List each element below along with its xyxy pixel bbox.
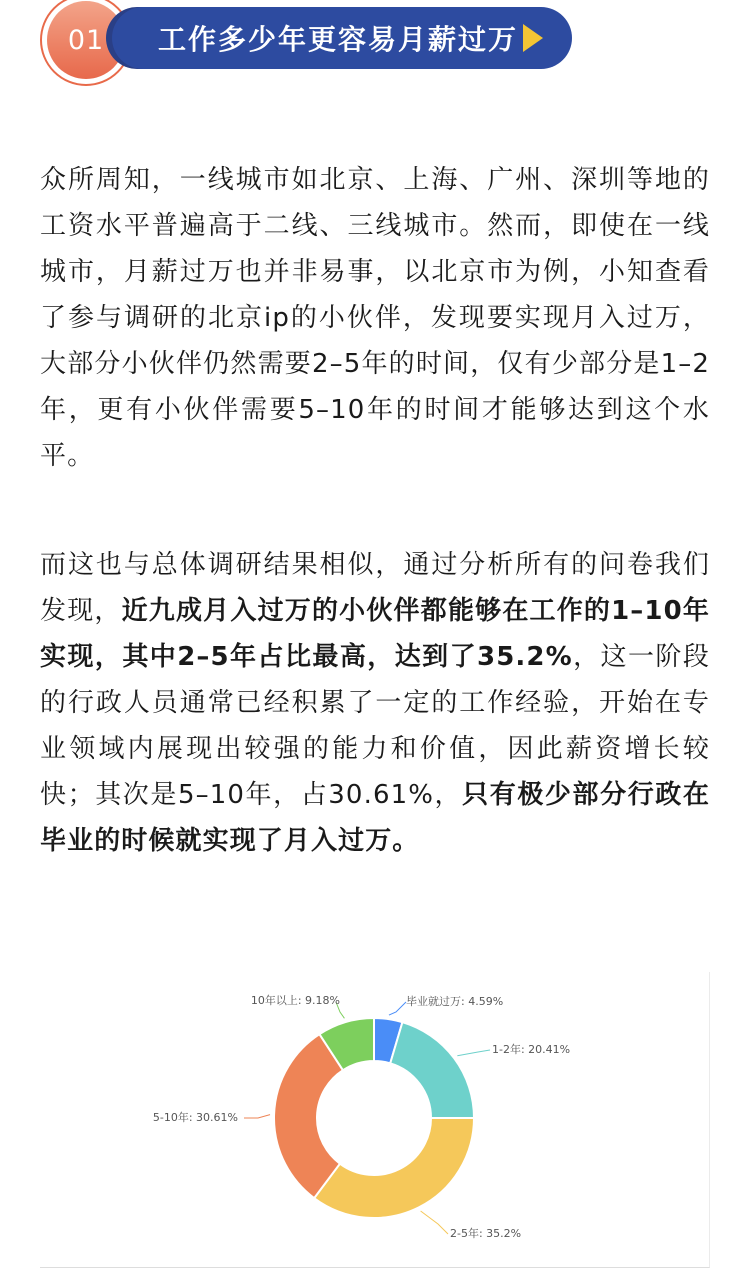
highlight-text: 近九成月入过万的小伙伴都能够在工作的1–10年实现，其中2–5年占比最高，达到了35.2% — [40, 596, 710, 672]
donut-slice — [274, 1034, 343, 1198]
slice-label: 2-5年: 35.2% — [450, 1227, 522, 1240]
label-leader-line — [244, 1115, 270, 1118]
body-paragraph-1: 众所周知，一线城市如北京、上海、广州、深圳等地的工资水平普遍高于二线、三线城市。然而，即使在一线城市，月薪过万也并非易事，以北京市为例，小知查看了参与调研的北京ip的小伙伴，发现要实现月入过万，大部分小伙伴仍然需要2–5年的时间，仅有少部分是1–2年，更有小伙伴需要5–10年的时间才能够达到这个水平。 — [40, 165, 710, 471]
chart-container — [40, 972, 710, 1268]
paragraph-text: ，这一阶段的行政人员通常已经积累了一定的工作经验，开始在专业领域内展现出较强的能力和价值，因此薪资增长较快；其次是5–10年，占30.61%， — [40, 642, 710, 810]
body-paragraph-2 — [40, 542, 710, 864]
label-leader-line — [389, 1002, 406, 1015]
slice-label: 毕业就过万: 4.59% — [406, 995, 504, 1008]
label-leader-line — [421, 1211, 448, 1234]
play-arrow-icon — [523, 24, 543, 52]
slice-label: 5-10年: 30.61% — [152, 1111, 238, 1124]
section-header — [0, 0, 750, 90]
slice-label: 1-2年: 20.41% — [492, 1043, 571, 1056]
section-number: 01 — [47, 1, 125, 79]
paragraph-text: 而这也与总体调研结果相似，通过分析所有的问卷我们发现， — [40, 550, 710, 626]
donut-slice — [390, 1022, 474, 1118]
highlight-text: 只有极少部分行政在毕业的时候就实现了月入过万。 — [40, 780, 710, 856]
slice-label: 10年以上: 9.18% — [250, 994, 340, 1007]
donut-chart — [40, 972, 710, 1268]
label-leader-line — [457, 1050, 490, 1056]
section-title-banner — [112, 7, 572, 69]
section-title: 工作多少年更容易月薪过万 — [158, 23, 519, 56]
donut-slice — [314, 1118, 474, 1218]
